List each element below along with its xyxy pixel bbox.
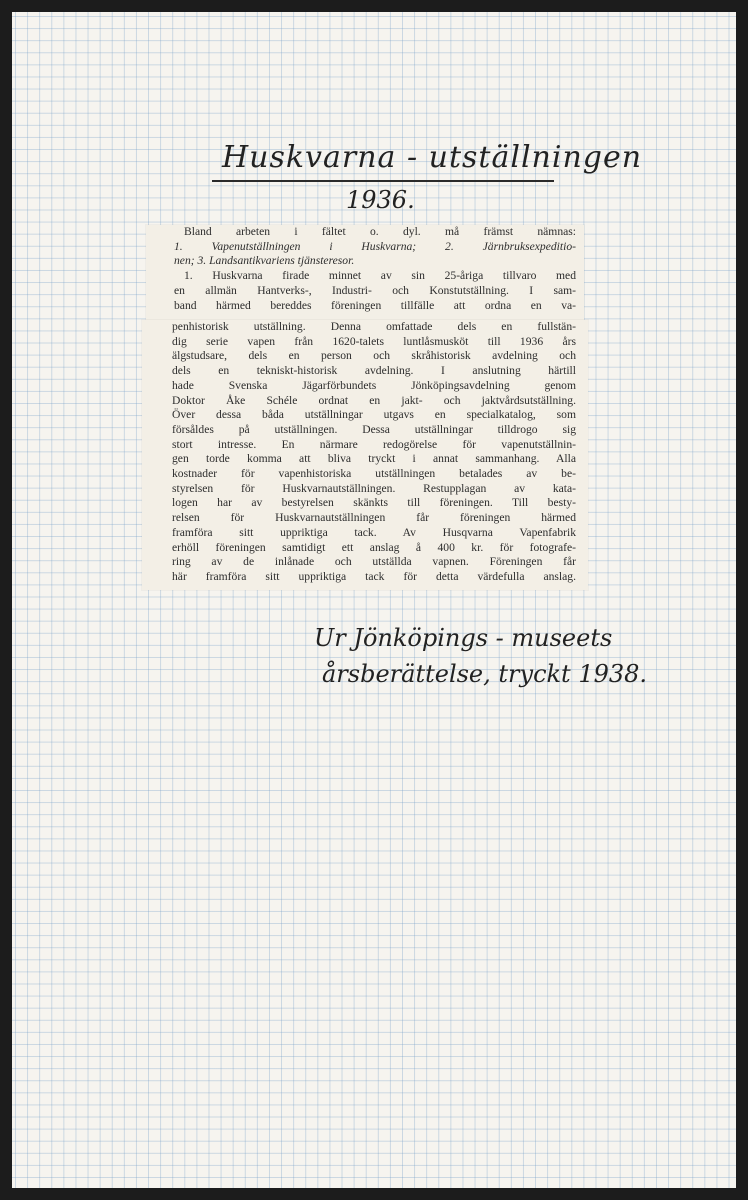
- clipping-line: ring av de inlånade och utställda vapnen. Föreningen får: [172, 555, 576, 569]
- clipping-line: 1. Huskvarna firade minnet av sin 25-åriga tillvaro med: [184, 269, 576, 283]
- clipping-line: Doktor Åke Schéle ordnat en jakt- och jaktvårdsutställning.: [172, 393, 576, 407]
- clipping-line: kostnader för vapenhistoriska utställningen betalades av be-: [172, 467, 576, 481]
- clipping-line: penhistorisk utställning. Denna omfattade dels en fullstän-: [172, 320, 576, 333]
- handwritten-source-note-line2: årsberättelse, tryckt 1938.: [322, 660, 648, 688]
- clipping-line: dels en tekniskt-historisk avdelning. I anslutning härtill: [172, 364, 576, 378]
- clipping-line: Bland arbeten i fältet o. dyl. må främst nämnas:: [184, 225, 576, 238]
- handwritten-year: 1936.: [346, 186, 415, 214]
- handwritten-title: Huskvarna - utställningen: [222, 140, 643, 175]
- clipping-line: logen har av bestyrelsen skänkts till föreningen. Till besty-: [172, 496, 576, 510]
- newspaper-clipping-top: [146, 225, 584, 321]
- clipping-line: band härmed bereddes föreningen tillfälle att ordna en va-: [174, 298, 576, 312]
- clipping-line: hade Svenska Jägarförbundets Jönköpingsavdelning genom: [172, 378, 576, 392]
- clipping-line: här framföra sitt uppriktiga tack för detta värdefulla anslag.: [172, 569, 576, 583]
- clipping-line: Över dessa båda utställningar utgavs en specialkatalog, som: [172, 408, 576, 422]
- clipping-line: älgstudsare, dels en person och skråhistorisk avdelning och: [172, 349, 576, 363]
- clipping-line: dig serie vapen från 1620-talets luntlåsmusköt till 1936 års: [172, 334, 576, 348]
- clipping-line: 1. Vapenutställningen i Huskvarna; 2. Järnbruksexpeditio-: [174, 239, 576, 253]
- clipping-line: styrelsen för Huskvarnautställningen. Restupplagan av kata-: [172, 481, 576, 495]
- clipping-line: relsen för Huskvarnautställningen får föreningen härmed: [172, 511, 576, 525]
- clipping-line: en allmän Hantverks-, Industri- och Konstutställning. I sam-: [174, 283, 576, 297]
- newspaper-clipping-main: [142, 320, 588, 590]
- clipping-line: nen; 3. Landsantikvariens tjänsteresor.: [174, 254, 355, 268]
- title-underline: [212, 180, 554, 182]
- clipping-line: erhöll föreningen samtidigt ett anslag å 400 kr. för fotografe-: [172, 540, 576, 554]
- graph-paper-sheet: [12, 12, 736, 1188]
- clipping-line: försåldes på utställningen. Dessa utställningar tilldrogo sig: [172, 422, 576, 436]
- handwritten-source-note-line1: Ur Jönköpings - museets: [314, 624, 613, 652]
- clipping-line: gen torde komma att bliva tryckt i annat sammanhang. Alla: [172, 452, 576, 466]
- clipping-line: framföra sitt uppriktiga tack. Av Husqvarna Vapenfabrik: [172, 525, 576, 539]
- clipping-line: stort intresse. En närmare redogörelse för vapenutställnin-: [172, 437, 576, 451]
